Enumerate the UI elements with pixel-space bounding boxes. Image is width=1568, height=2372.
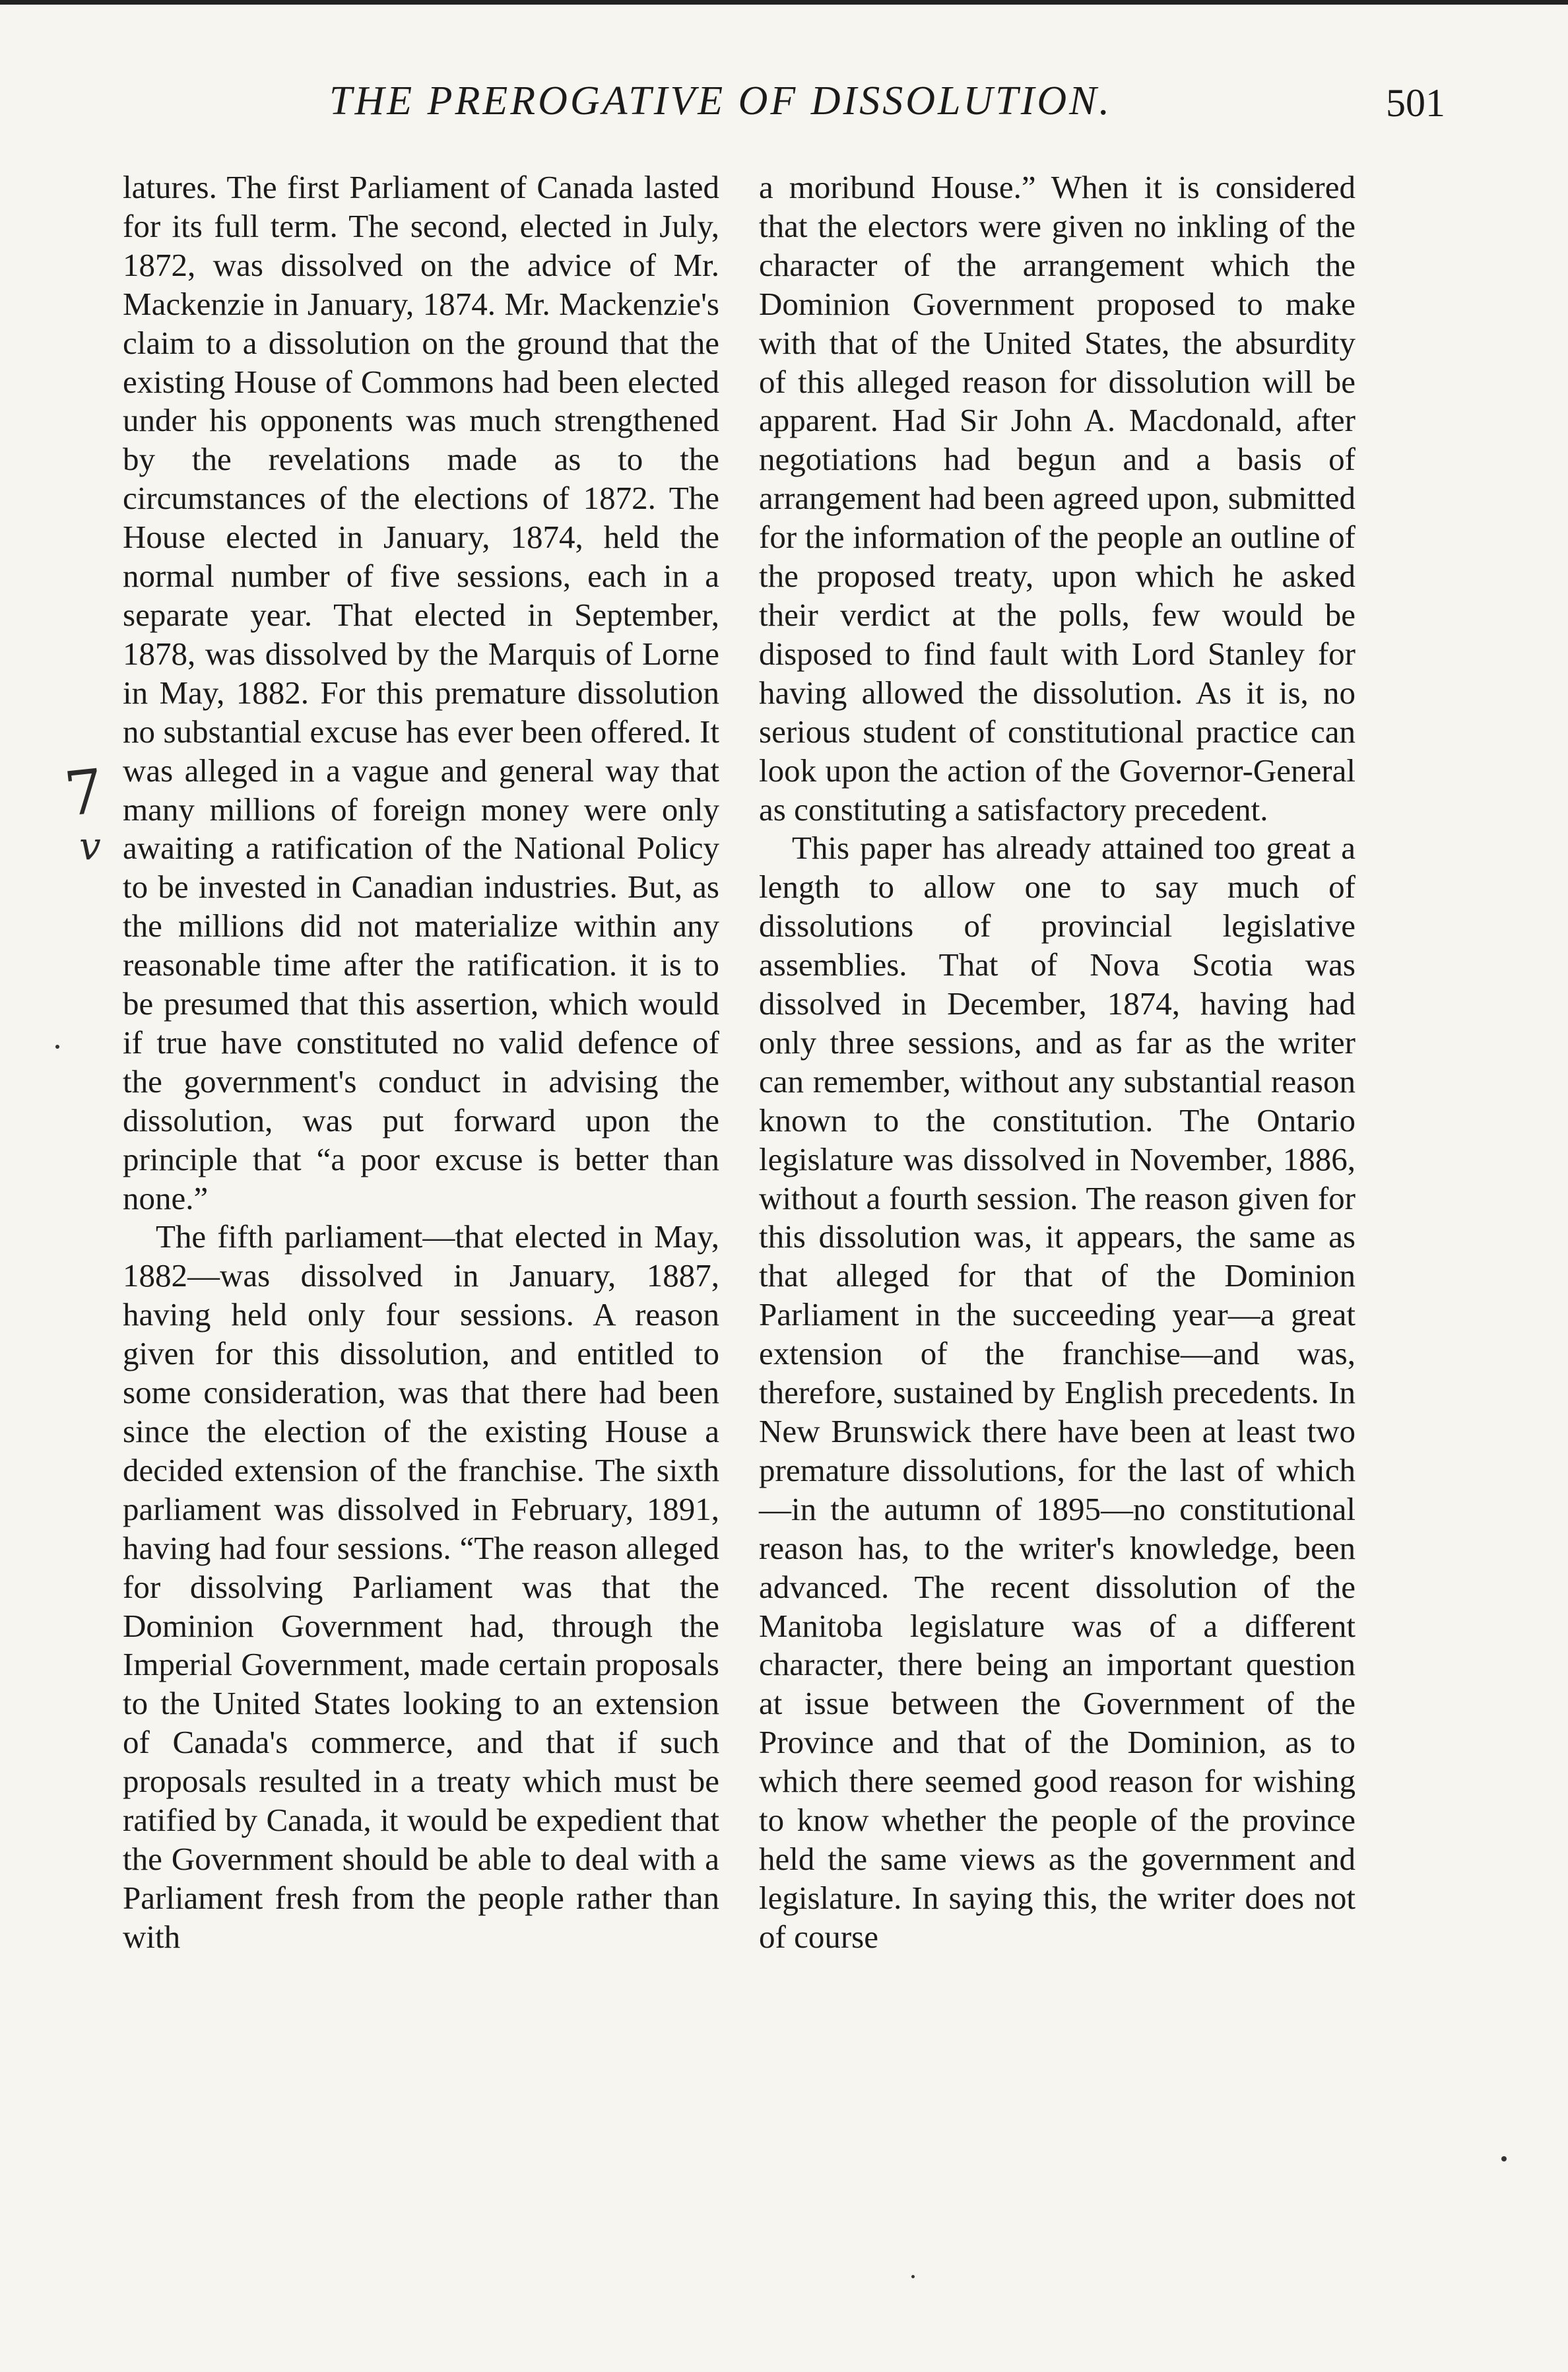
stray-ink-dot bbox=[1501, 2156, 1507, 2161]
page-number: 501 bbox=[1386, 81, 1445, 125]
right-column bbox=[759, 168, 1356, 1957]
running-title: THE PREROGATIVE OF DISSOLUTION. bbox=[329, 79, 1112, 123]
right-paragraph-2: This paper has already attained too great a length to allow one to say much of dissolutions of provincial legislative assemblies. That of Nova Scotia was dissolved in December, 1874, having had only three sessions, and as far as the writer can remember, without any substantial reason known to the constitution. The Ontario legislature was dissolved in November, 1886, without a fourth session. The reason given for this dissolution was, it appears, the same as that alleged for that of the Dominion Parliament in the succeeding year—a great extension of the franchise—and was, therefore, sustained by English precedents. In New Brunswick there have been at least two premature dissolutions, for the last of which—in the autumn of 1895—no constitutional reason has, to the writer's knowledge, been advanced. The recent dissolution of the Manitoba legislature was of a different character, there being an important question at issue between the Government of the Province and that of the Dominion, as to which there seemed good reason for wishing to know whether the people of the province held the same views as the government and legislature. In saying this, the writer does not of course bbox=[759, 830, 1356, 1955]
left-column bbox=[123, 168, 719, 1957]
left-paragraph-2: The fifth parliament—that elected in May, 1882—was dissolved in January, 1887, having held only four sessions. A reason given for this dissolution, and entitled to some consideration, was that there had been since the election of the existing House a decided extension of the franchise. The sixth parliament was dissolved in February, 1891, having had four sessions. “The reason alleged for dissolving Parliament was that the Dominion Government had, through the Imperial Government, made certain proposals to the United States looking to an extension of Canada's commerce, and that if such proposals resulted in a treaty which must be ratified by Canada, it would be expedient that the Government should be able to deal with a Parliament fresh from the people rather than with bbox=[123, 1218, 719, 1955]
stray-ink-dot bbox=[911, 2275, 915, 2278]
handwritten-margin-seven: 7 bbox=[61, 756, 107, 830]
top-border-rule bbox=[0, 0, 1568, 5]
stray-ink-dot bbox=[55, 1045, 59, 1049]
page-header bbox=[0, 78, 1568, 137]
handwritten-margin-tick: v bbox=[79, 824, 101, 869]
left-paragraph-1: latures. The first Parliament of Canada lasted for its full term. The second, elected in July, 1872, was dissolved on the advice of Mr. Mackenzie in January, 1874. Mr. Mackenzie's claim to a dissolution on the ground that the existing House of Commons had been elected under his opponents was much strengthened by the revelations made as to the circumstances of the elections of 1872. The House elected in January, 1874, held the normal number of five sessions, each in a separate year. That elected in September, 1878, was dissolved by the Marquis of Lorne in May, 1882. For this premature dissolution no substantial excuse has ever been offered. It was alleged in a vague and general way that many millions of foreign money were only awaiting a ratification of the National Policy to be invested in Canadian industries. But, as the millions did not materialize within any reasonable time after the ratification. it is to be presumed that this assertion, which would if true have constituted no valid defence of the government's conduct in advising the dissolution, was put forward upon the principle that “a poor excuse is better than none.” bbox=[123, 169, 719, 1216]
right-paragraph-1: a moribund House.” When it is considered that the electors were given no inkling of the character of the arrangement which the Dominion Government proposed to make with that of the United States, the absurdity of this alleged reason for dissolution will be apparent. Had Sir John A. Macdonald, after negotiations had begun and a basis of arrangement had been agreed upon, submitted for the information of the people an outline of the proposed treaty, upon which he asked their verdict at the polls, few would be disposed to find fault with Lord Stanley for having allowed the dissolution. As it is, no serious student of constitutional practice can look upon the action of the Governor-General as constituting a satisfactory precedent. bbox=[759, 169, 1356, 828]
